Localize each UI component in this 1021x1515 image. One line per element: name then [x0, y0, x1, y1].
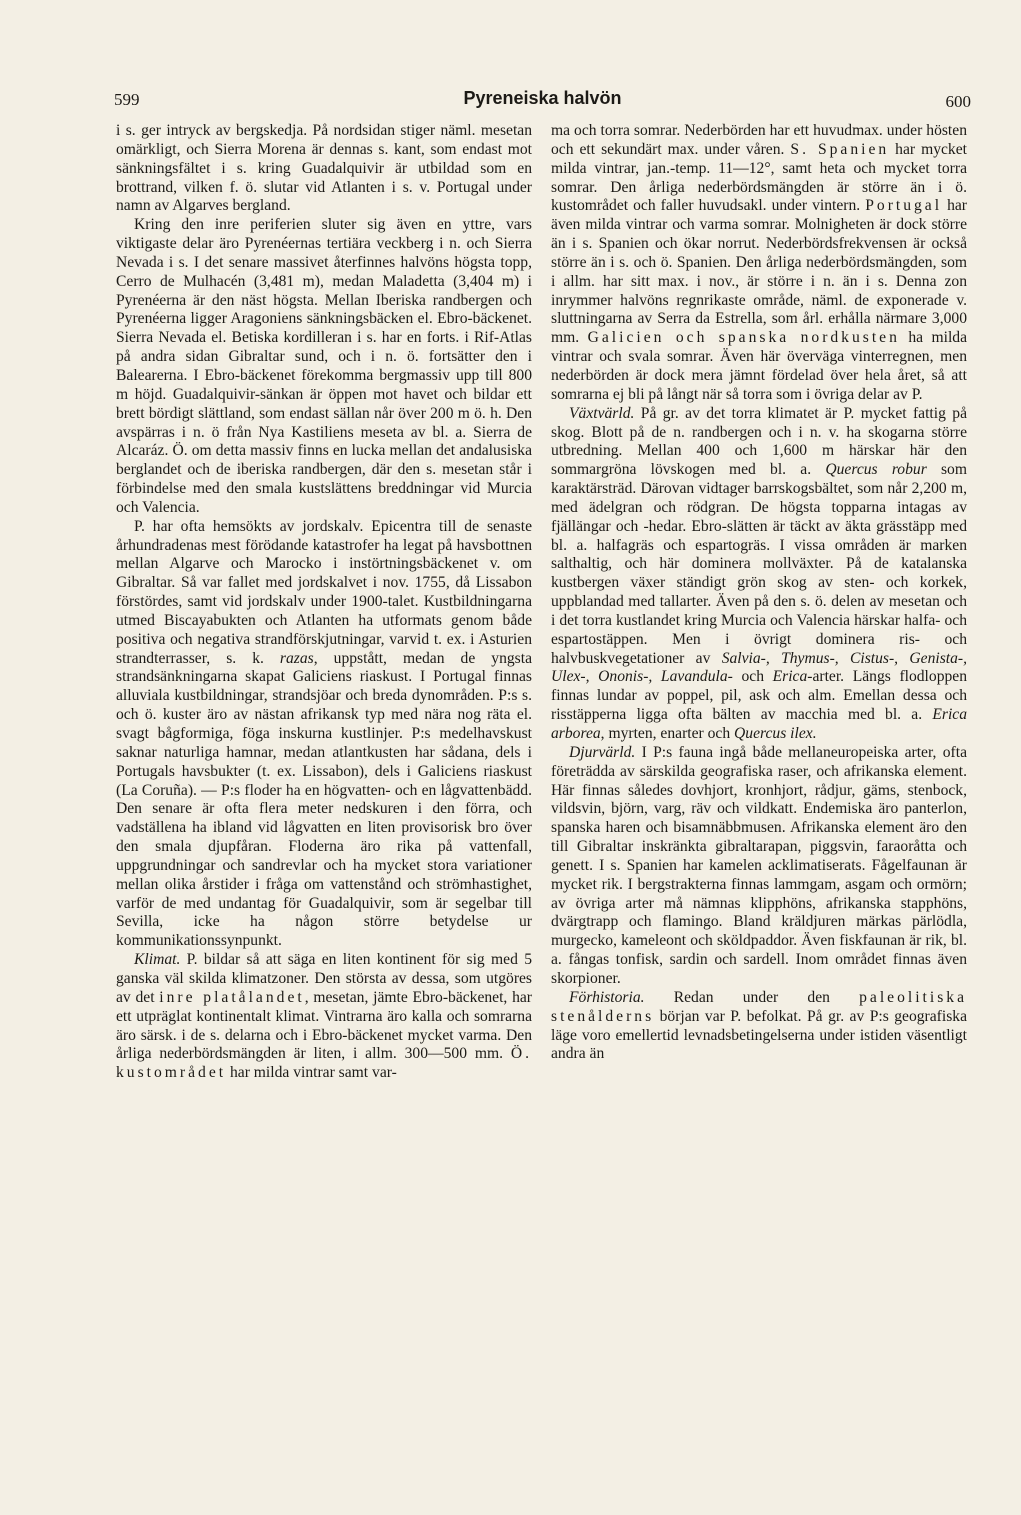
text-run: har även milda vintrar och varma somrar. Molnigheten är dock större än i s. Spanien och ökar norrut. Nederbördsfrekvensen är också större än i s. och ö. Spanien. Den årliga nederbördsmängden, som i allm. har sitt max. i nov., är större i n. än i s. Denna zon inrymmer halvöns regnrikaste område, näml. de exponerade v. sluttningarna av Serra da Estrella, som årl. erhålla närmare 3,000 mm.	[551, 197, 967, 347]
text-run: P. har ofta hemsökts av jordskalv. Epicentra till de senaste århundradenas mest förödande katastrofer ha legat på havsbottnen mellan Algarve och Marocko i instörtningsbäckenet v. om Gibraltar. Så var fallet med jordskalvet i nov. 1755, då Lissabon förstördes, samt vid jordskalv under 1900-talet. Kustbildningarna utmed Biscayabukten och Atlanten ha utformats genom både positiva och negativa strandförskjutningar, varvid t. ex. i Asturien strandterrasser, s. k.	[116, 517, 532, 667]
italic-term: Erica	[772, 668, 808, 686]
right-column	[551, 122, 967, 1064]
paragraph-vaxtvarld	[551, 405, 967, 744]
running-title: Pyreneiska halvön	[463, 88, 622, 108]
text-run: som karaktärsträd. Därovan vidtager barrskogsbältet, som når 2,200 m, med ädelgran och rödgran. De högsta topparna intagas av fjällängar och -hedar. Ebro-slätten är täckt av äkta grässtäpp med bl. a. halfagräs och espartogräs. I vissa områden är marken salthaltig, och här dominera mollväxter. På de katalanska kustbergen växer ständigt grön skog av sten- och korkek, uppblandad med tallarter. Även på den s. ö. delen av mesetan och i det torra kustlandet kring Murcia och Valencia härskar halfa- och espartostäppen. Men i övrigt dominera ris- och halvbuskvegetationer av	[551, 461, 967, 667]
page-number-left: 599	[114, 90, 140, 109]
italic-term: razas	[279, 649, 314, 667]
italic-term: Salvia-, Thymus-, Cistus-, Genista-, Ulex-, Ononis-, Lavandula-	[551, 649, 967, 686]
italic-term: Quercus robur	[825, 461, 927, 479]
page-header	[114, 86, 971, 116]
spaced-term: paleolitiska stenålderns	[551, 988, 967, 1025]
text-run: På gr. av det torra klimatet är P. mycket fattig på skog. Blott på de n. randbergen och i n. v. ha skogarna större utbredning. Mellan 400 och 1,600 m härskar här den sommargröna lövskogen med bl. a.	[551, 404, 967, 479]
text-run: har milda vintrar samt var-	[226, 1064, 397, 1082]
text-run: I P:s fauna ingå både mellaneuropeiska arter, ofta företrädda av särskilda geografiska raser, och afrikanska element. Här finnas således dovhjort, kronhjort, rådjur, gäms, stenbock, vildsvin, björn, varg, räv och vildkatt. Endemiska äro panterlon, spanska haren och bisamnäbbmusen. Afrikanska element äro den till Gibraltar inskränkta gibraltarapan, piggsvin, faraoråtta och genett. I s. Spanien har kamelen acklimatiserats. Fågelfaunan är mycket rik. I bergstrakterna finnas lammgam, asgam och ormörn; av övriga arter må nämnas klipphöns, afrikanska stapphöns, dvärgtrapp och flamingo. Bland kräldjuren märkas pärlödla, murgecko, kameleont och sköldpaddor. Även fiskfaunan är rik, bl. a. fångas tonfisk, sardin och sardell. Inom området finnas även skorpioner.	[551, 743, 967, 987]
text-run: , myrten, enarter och	[600, 725, 735, 742]
italic-term: Quercus ilex.	[734, 725, 817, 742]
text-run: , mesetan, jämte Ebro-bäckenet, har ett utpräglat kontinentalt klimat. Vintrarna äro kalla och somrarna äro särsk. i de s. delarna och i Ebro-bäckenet mycket varma. Den årliga nederbördsmängden är liten, i allm. 300—500 mm.	[116, 988, 532, 1063]
spaced-term: inre platålandet	[159, 988, 305, 1006]
italic-term: Erica arborea	[551, 706, 967, 742]
page-number-right: 600	[945, 92, 971, 111]
paragraph-djurvarld	[551, 744, 967, 989]
text-run: ha milda vintrar och svala somrar. Även här överväga vinterregnen, men nederbörden är dock mera jämnt fördelad över hela året, så att somrarna ej bli på långt när så torra som i övriga delar av P.	[551, 329, 968, 403]
paragraph	[551, 122, 967, 405]
spaced-term: S. Spanien	[790, 140, 890, 158]
paragraph-forhistoria	[551, 989, 967, 1064]
text-run: , uppstått, medan de yngsta strandsänkningarna skapat Galiciens riaskust. I Portugal finnas alluviala kustbildningar, strandsjöar och breda dynområden. P:s s. och ö. kuster äro av nästan afrikansk typ med nära nog räta el. svagt bågformiga, föga inskurna kustlinjer. P:s medelhavskust saknar naturliga hamnar, medan atlantkusten har sådana, dels i Portugals havsbukter (t. ex. Lissabon), dels i Galiciens riaskust (La Coruña). — P:s floder ha en högvatten- och en lågvattenbädd. Den senare är ofta flera meter nedskuren i den förra, och vadställena ha ibland vid lågvatten en liten provisorisk bro över den smala djupfåran. Floderna äro rika på vattenfall, uppgrundningar och sandrevlar och ha mycket stora variationer mellan olika årstider i fråga om vattenstånd och strömhastighet, varför de med undantag för Guadalquivir, som är segelbar till Sevilla, icke ha någon större betydelse ur kommunikationssynpunkt.	[116, 649, 532, 950]
paragraph	[116, 518, 532, 951]
paragraph: Kring den inre periferien sluter sig även en yttre, vars viktigaste delar äro Pyrenéernas tertiära veckberg i n. och Sierra Nevada i s. I det senare massivet återfinnes halvöns högsta topp, Cerro de Mulhacén (3,481 m), medan Maladetta (3,404 m) i Pyrenéerna är den näst högsta. Mellan Iberiska randbergen och Pyrenéerna ligger Aragoniens sänkningsbäcken el. Ebro-bäckenet. Sierra Nevada el. Betiska kordilleran i s. har en forts. i Rif-Atlas på andra sidan Gibraltar sund, och i n. ö. fortsätter den i Balearerna. I Ebro-bäckenet förekomma bergmassiv upp till 800 m höjd. Guadalquivir-sänkan är öppen mot havet och bildar ett brett bördigt slättland, som endast sällan når över 200 m ö. h. Den avspärras i n. ö från Nya Kastiliens meseta av bl. a. Sierra de Alcaráz. Ö. om detta massiv finns en lucka mellan det andalusiska berglandet och de iberiska randbergen, där den s. mesetan står i förbindelse med den smala kustslättens breddningar vid Murcia och Valencia.	[116, 216, 532, 516]
section-heading-klimat: Klimat.	[134, 951, 181, 969]
text-run: -arter. Längs flodloppen finnas lundar av poppel, pil, ask och alm. Emellan dessa och risstäpperna ligga ofta bälten av macchia med bl. a.	[551, 668, 968, 724]
text-run: ma och torra somrar. Nederbörden har ett huvudmax. under hösten och ett sekundärt max. under våren.	[551, 122, 967, 158]
text-run: P. bildar så att säga en liten kontinent för sig med 5 ganska väl skilda klimatzoner. Den största av dessa, som utgöres av det	[116, 951, 532, 1006]
spaced-term: Ö. kustområdet	[116, 1045, 532, 1082]
text-run: har mycket milda vintrar, jan.-temp. 11—12°, samt heta och mycket torra somrar. Den årliga nederbördsmängden är större än i ö. kustområdet och faller huvudsakl. under vintern.	[551, 140, 967, 215]
paragraph: i s. ger intryck av bergskedja. På nordsidan stiger näml. mesetan omärkligt, och Sierra Morena är dennas s. kant, som endast mot sänkningsfältet i s. kring Guadalquivir är utbildad som en brottrand, vilken f. ö. slutar vid Atlanten i s. v. Portugal under namn av Algarves bergland.	[116, 122, 532, 215]
section-heading-djurvarld: Djurvärld.	[569, 743, 636, 761]
text-run: början var P. befolkat. På gr. av P:s geografiska läge voro emellertid levnadsbetingelserna under istiden väsentligt andra än	[551, 1007, 967, 1063]
paragraph-klimat	[116, 951, 532, 1083]
spaced-term: Galicien och spanska nordkusten	[587, 329, 900, 347]
section-heading-forhistoria: Förhistoria.	[569, 988, 645, 1006]
text-run: och	[732, 668, 773, 686]
left-column	[116, 122, 532, 1083]
spaced-term: Portugal	[865, 197, 943, 215]
section-heading-vaxtvarld: Växtvärld.	[569, 404, 635, 422]
text-run: Redan under den	[644, 988, 860, 1006]
